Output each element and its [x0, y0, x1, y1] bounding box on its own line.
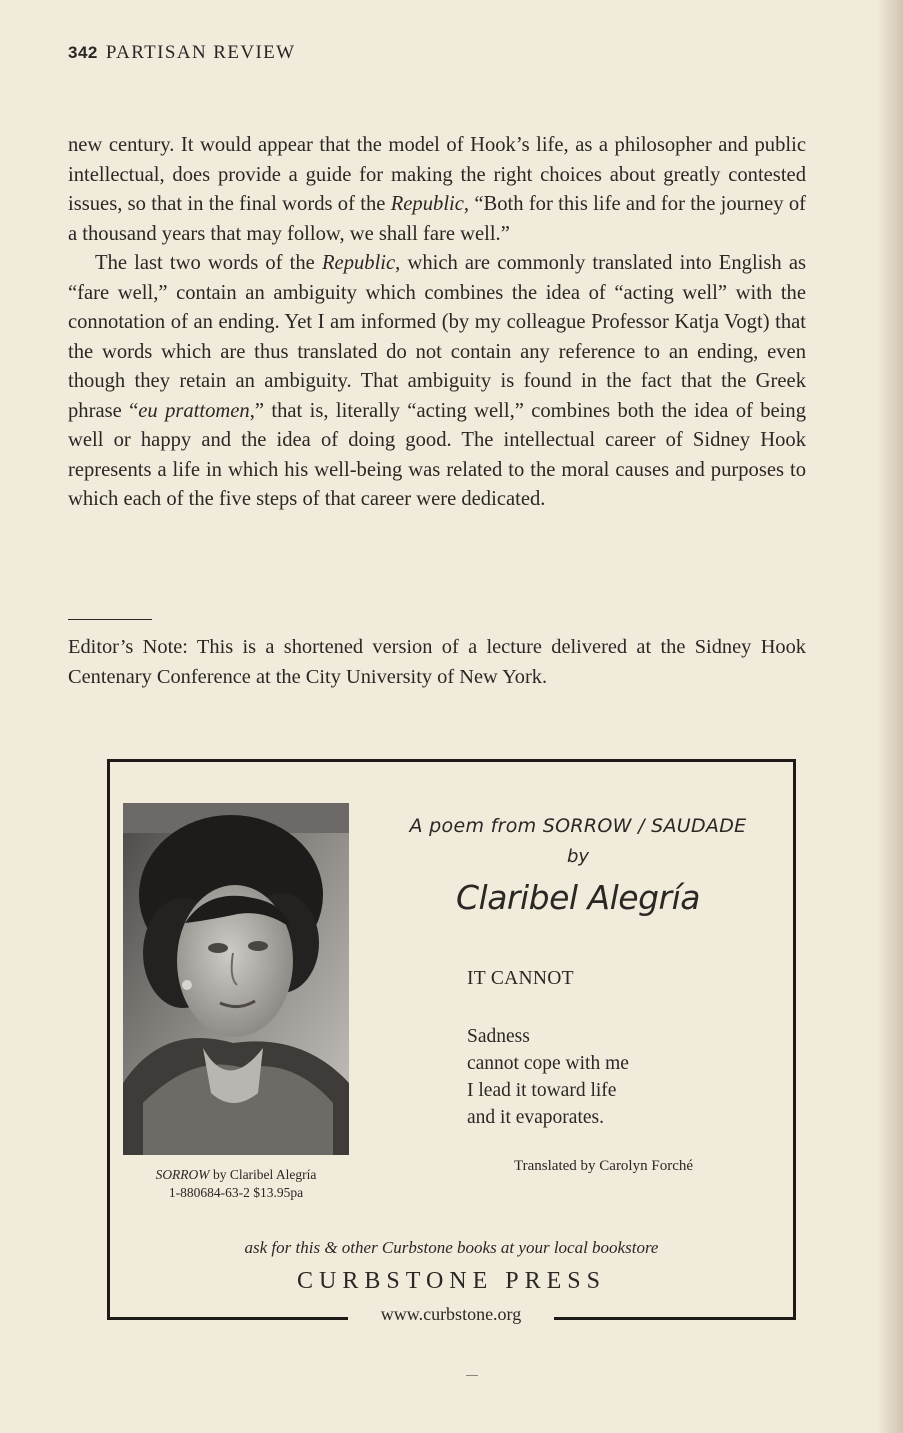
paragraph-1-text-a: new century. It would appear that the model of Hook’s life, as a philosopher and public intellectual, does provide a guide for making the right choices about greatly contested issues, so that in the final words of the	[68, 134, 806, 215]
running-head	[68, 42, 296, 64]
poem-body	[467, 1023, 629, 1131]
republic-title-2: Republic	[321, 252, 396, 274]
paragraph-2-text-a: The last two words of the	[95, 252, 322, 274]
paragraph-1	[68, 131, 806, 249]
translator-credit: Translated by Carolyn Forché	[514, 1158, 694, 1174]
book-title-line	[118, 1166, 354, 1184]
page-mark	[466, 1375, 478, 1376]
page-number: 342	[68, 43, 98, 62]
publisher-name: CURBSTONE PRESS	[297, 1268, 606, 1294]
book-isbn-price: 1-880684-63-2 $13.95pa	[168, 1185, 304, 1200]
page-edge-shadow	[877, 0, 903, 1433]
poet-name: Claribel Alegría	[455, 878, 701, 917]
poem-source: A poem from SORROW / SAUDADE	[409, 815, 747, 837]
book-caption	[118, 1166, 354, 1202]
bookstore-tagline: ask for this & other Curbstone books at your local bookstore	[244, 1238, 659, 1257]
republic-title: Republic	[390, 193, 464, 215]
poem-line: cannot cope with me	[467, 1053, 629, 1074]
footnote-rule	[68, 619, 152, 620]
journal-title: PARTISAN REVIEW	[105, 42, 296, 63]
paragraph-2-text-c: ,” that is, literally “acting well,” combines both the idea of being well or happy and the idea of doing good. The intellectual career of Sidney Hook represents a life in which his well-being was related to the moral causes and purposes to which each of the five steps of that career were dedicated.	[68, 399, 806, 510]
editors-note: Editor’s Note: This is a shortened version of a lecture delivered at the Sidney Hook Centenary Conference at the City University of New York.	[68, 636, 806, 688]
book-title: SORROW	[155, 1167, 210, 1182]
author-photo-image	[123, 803, 349, 1155]
article-body	[68, 131, 806, 515]
poem-line: Sadness	[467, 1026, 530, 1047]
publisher-website: www.curbstone.org	[380, 1304, 522, 1324]
poem-line: I lead it toward life	[467, 1080, 617, 1101]
poem-line: and it evaporates.	[467, 1107, 604, 1128]
greek-phrase: eu prattomen	[138, 399, 250, 422]
poem-title: IT CANNOT	[467, 968, 574, 989]
paragraph-2	[68, 249, 806, 515]
author-photo	[123, 803, 349, 1155]
paragraph-2-text-b: , which are commonly translated into English as “fare well,” contain an ambiguity which combines the idea of “acting well” with the connotation of an ending. Yet I am informed (by my colleague Professor Katja Vogt) that the words which are thus translated do not contain any reference to an ending, even though they retain an ambiguity. That ambiguity is found in the fact that the Greek phrase “	[68, 252, 806, 422]
book-author: by Claribel Alegría	[209, 1167, 317, 1182]
poem-by: by	[566, 846, 590, 867]
paragraph-1-text-b: , “Both for this life and for the journey of a thousand years that may follow, we shall fare well.”	[68, 193, 807, 245]
